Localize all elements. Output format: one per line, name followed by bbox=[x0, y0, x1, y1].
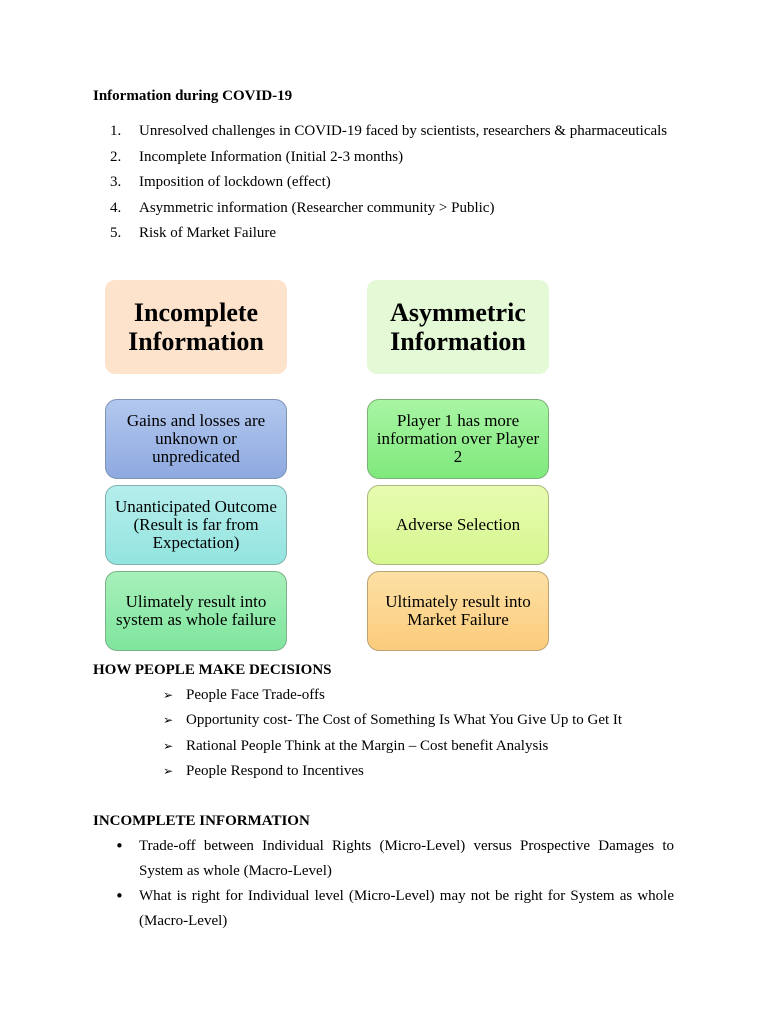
list-number: 1. bbox=[110, 123, 122, 139]
list-number: 4. bbox=[110, 199, 122, 216]
list-number: 3. bbox=[110, 174, 122, 190]
list-number: 5. bbox=[110, 225, 122, 241]
list-item-text: Opportunity cost- The Cost of Something Is What You Give Up to Get It bbox=[186, 712, 623, 729]
list-item-text: What is right for Individual level (Micro-Level) may not be right for System as whole (Macro-Level) bbox=[139, 888, 674, 929]
incomplete-information-title-box bbox=[105, 280, 287, 374]
arrow-bullet-icon: ➢ bbox=[163, 763, 174, 778]
incomplete-bullet-list bbox=[110, 834, 674, 934]
list-item bbox=[110, 119, 674, 145]
diagram-cell-gains-losses bbox=[105, 399, 287, 479]
diagram-cell-text: Ultimately result into Market Failure bbox=[385, 592, 531, 629]
list-item-text: Unresolved challenges in COVID-19 faced by scientists, researchers & pharmaceuticals bbox=[139, 123, 668, 139]
list-item-text: Asymmetric information (Researcher community > Public) bbox=[139, 199, 495, 216]
diagram-cell-text: Gains and losses are unknown or unpredicated bbox=[126, 411, 266, 466]
list-item-text: Trade-off between Individual Rights (Micro-Level) versus Prospective Damages to System as whole (Macro-Level) bbox=[139, 838, 674, 879]
list-item bbox=[163, 759, 622, 784]
diagram-cell-text: Player 1 has more information over Player 2 bbox=[376, 411, 540, 466]
decisions-arrow-list bbox=[163, 683, 622, 784]
section-heading-covid: Information during COVID-19 bbox=[93, 88, 293, 104]
list-item bbox=[110, 145, 674, 171]
diagram-cell-player-information bbox=[367, 399, 549, 479]
list-item bbox=[163, 708, 622, 733]
list-item-text: People Respond to Incentives bbox=[186, 762, 364, 779]
list-item-text: Incomplete Information (Initial 2-3 months) bbox=[139, 148, 404, 165]
list-item-text: People Face Trade-offs bbox=[186, 687, 325, 703]
list-item-text: Risk of Market Failure bbox=[139, 225, 277, 241]
covid-numbered-list bbox=[110, 119, 674, 247]
list-item-text: Imposition of lockdown (effect) bbox=[139, 174, 331, 190]
diagram-cell-adverse-selection bbox=[367, 485, 549, 565]
list-item bbox=[110, 884, 674, 934]
section-heading-incomplete-information: INCOMPLETE INFORMATION bbox=[93, 813, 310, 829]
list-number: 2. bbox=[110, 148, 122, 165]
bullet-dot-icon: • bbox=[115, 887, 124, 905]
list-item bbox=[110, 196, 674, 222]
diagram-title-text: Incomplete Information bbox=[128, 298, 264, 356]
diagram-cell-text: Adverse Selection bbox=[395, 515, 521, 534]
diagram-cell-text: Ulimately result into system as whole failure bbox=[115, 592, 277, 629]
bullet-dot-icon: • bbox=[115, 837, 124, 855]
list-item bbox=[163, 683, 622, 708]
asymmetric-information-title-box bbox=[367, 280, 549, 374]
arrow-bullet-icon: ➢ bbox=[163, 738, 174, 753]
list-item bbox=[110, 834, 674, 884]
arrow-bullet-icon: ➢ bbox=[163, 713, 174, 728]
diagram-cell-market-failure bbox=[367, 571, 549, 651]
diagram-cell-text: Unanticipated Outcome (Result is far from Expectation) bbox=[115, 497, 277, 552]
list-item-text: Rational People Think at the Margin – Cost benefit Analysis bbox=[186, 737, 549, 754]
list-item bbox=[163, 734, 622, 759]
section-heading-decisions: HOW PEOPLE MAKE DECISIONS bbox=[93, 662, 332, 678]
diagram-cell-unanticipated-outcome bbox=[105, 485, 287, 565]
list-item bbox=[110, 170, 674, 196]
arrow-bullet-icon: ➢ bbox=[163, 688, 174, 702]
diagram-title-text: Asymmetric Information bbox=[390, 298, 526, 356]
diagram-cell-system-failure bbox=[105, 571, 287, 651]
list-item bbox=[110, 221, 674, 247]
